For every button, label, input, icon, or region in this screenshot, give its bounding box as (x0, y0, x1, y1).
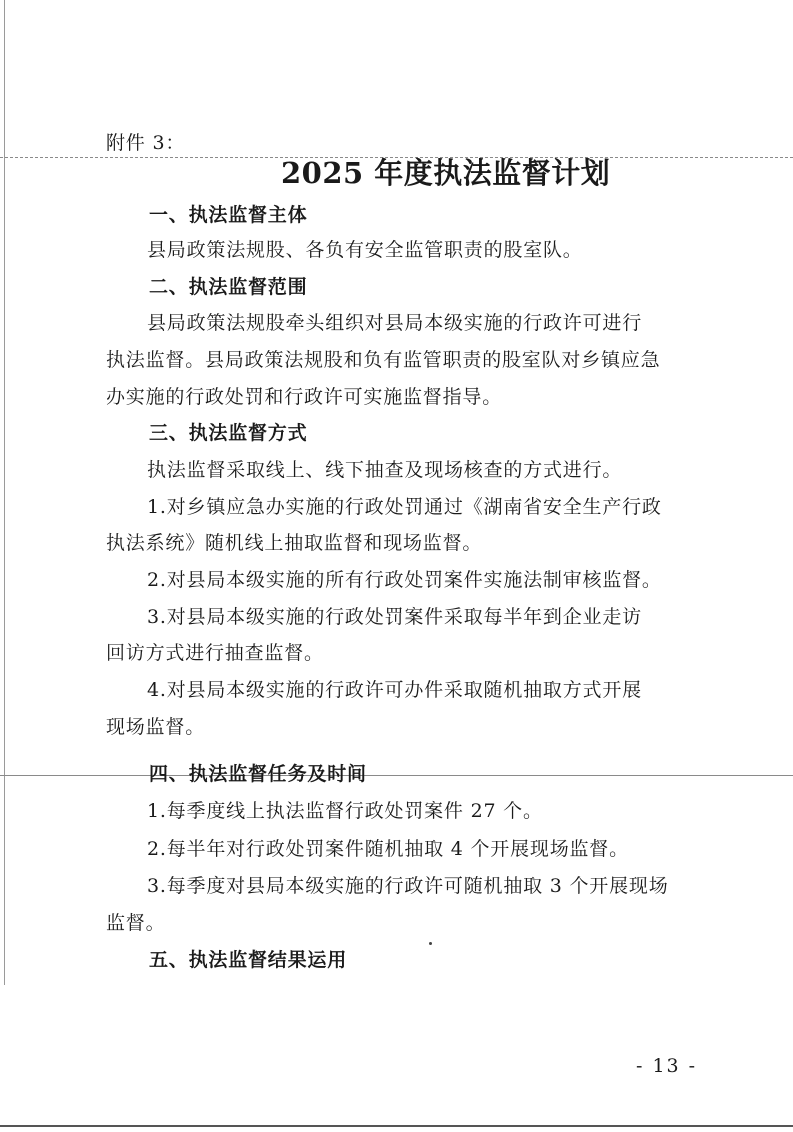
paragraph-line: 办实施的行政处罚和行政许可实施监督指导。 (106, 386, 503, 408)
section-heading-5: 五、执法监督结果运用 (149, 949, 348, 971)
scan-edge-bottom (0, 1125, 793, 1127)
page-number: - 13 - (636, 1055, 698, 1077)
section-heading-4: 四、执法监督任务及时间 (149, 763, 367, 785)
paragraph-line: 1.每季度线上执法监督行政处罚案件 27 个。 (147, 800, 543, 822)
paragraph-line: 执法监督采取线上、线下抽查及现场核查的方式进行。 (147, 459, 623, 481)
scan-edge-left (4, 0, 5, 985)
paragraph-line: 2.对县局本级实施的所有行政处罚案件实施法制审核监督。 (147, 569, 662, 591)
paragraph-line: 3.对县局本级实施的行政处罚案件采取每半年到企业走访 (147, 606, 642, 628)
section-heading-2: 二、执法监督范围 (149, 276, 308, 298)
paragraph-line: 回访方式进行抽查监督。 (106, 642, 324, 664)
paragraph-line: 2.每半年对行政处罚案件随机抽取 4 个开展现场监督。 (147, 838, 629, 860)
paragraph-line: 县局政策法规股牵头组织对县局本级实施的行政许可进行 (147, 312, 643, 334)
paragraph-line: 现场监督。 (106, 716, 206, 738)
paragraph-line: 县局政策法规股、各负有安全监管职责的股室队。 (147, 239, 583, 261)
paragraph-line: 3.每季度对县局本级实施的行政许可随机抽取 3 个开展现场 (147, 875, 669, 897)
paragraph-line: 监督。 (106, 912, 166, 934)
paragraph-line: 4.对县局本级实施的行政许可办件采取随机抽取方式开展 (147, 679, 642, 701)
paragraph-line: 执法监督。县局政策法规股和负有监管职责的股室队对乡镇应急 (106, 349, 661, 371)
attachment-label: 附件 3： (106, 132, 186, 154)
section-heading-1: 一、执法监督主体 (149, 204, 308, 226)
paragraph-line: 执法系统》随机线上抽取监督和现场监督。 (106, 532, 483, 554)
document-title: 2025 年度执法监督计划 (281, 156, 611, 190)
section-heading-3: 三、执法监督方式 (149, 422, 308, 444)
scan-speck (429, 942, 432, 945)
scan-rule-middle (0, 775, 793, 776)
paragraph-line: 1.对乡镇应急办实施的行政处罚通过《湖南省安全生产行政 (147, 496, 662, 518)
